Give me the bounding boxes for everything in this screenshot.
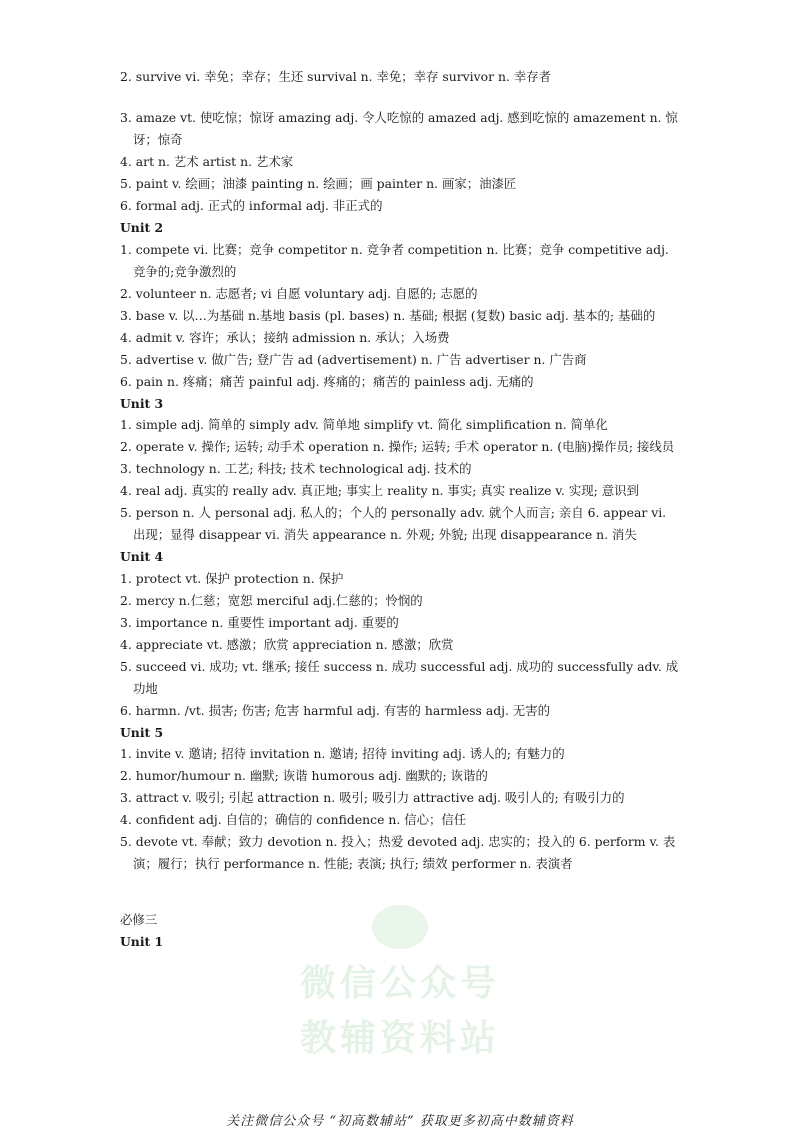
vocab-entry: 4. art n. 艺术 artist n. 艺术家 <box>120 154 294 169</box>
vocab-entry: 1. protect vt. 保护 protection n. 保护 <box>120 570 344 586</box>
vocab-entry: 2. operate v. 操作; 运转; 动手术 operation n. 操作; 运转; 手术 operator n. (电脑)操作员; 接线员 <box>120 439 675 454</box>
page-footer: 关注微信公众号 “初高数辅站” 获取更多初高中数辅资料 <box>226 1114 574 1129</box>
section-heading: 必修三 <box>120 912 158 927</box>
vocab-entry: 6. formal adj. 正式的 informal adj. 非正式的 <box>120 198 383 213</box>
vocab-entry: 3. amaze vt. 使吃惊；惊讶 amazing adj. 令人吃惊的 amazed adj. 感到吃惊的 amazement n. 惊讶；惊奇 <box>120 110 678 147</box>
vocab-entry: 5. advertise v. 做广告; 登广告 ad (advertisement) n. 广告 advertiser n. 广告商 <box>120 351 587 367</box>
unit-heading: Unit 3 <box>120 395 164 411</box>
vocab-entry: 1. invite v. 邀请; 招待 invitation n. 邀请; 招待 inviting adj. 诱人的; 有魅力的 <box>120 746 565 761</box>
vocab-entry: 1. compete vi. 比赛；竞争 competitor n. 竞争者 competition n. 比赛；竞争 competitive adj. 竞争的;竞争激烈的 <box>120 241 669 279</box>
vocab-entry: 3. importance n. 重要性 important adj. 重要的 <box>120 614 399 630</box>
vocab-entry: 4. appreciate vt. 感激；欣赏 appreciation n. 感激；欣赏 <box>120 636 454 652</box>
vocab-entry: 5. paint v. 绘画；油漆 painting n. 绘画；画 painter n. 画家；油漆匠 <box>120 176 517 191</box>
vocab-entry: 4. real adj. 真实的 really adv. 真正地; 事实上 reality n. 事实; 真实 realize v. 实现; 意识到 <box>120 483 639 498</box>
vocab-entry: 6. harmn. /vt. 损害; 伤害; 危害 harmful adj. 有害的 harmless adj. 无害的 <box>120 702 551 718</box>
vocab-entry: 3. base v. 以…为基础 n.基地 basis (pl. bases) n. 基础; 根据 (复数) basic adj. 基本的; 基础的 <box>120 307 656 323</box>
watermark-line-1: 微信公众号 <box>299 963 500 1004</box>
vocab-entry: 1. simple adj. 简单的 simply adv. 简单地 simplify vt. 简化 simplification n. 简单化 <box>120 417 608 432</box>
vocab-entry: 5. person n. 人 personal adj. 私人的；个人的 personally adv. 就个人而言; 亲自 6. appear vi. 出现；显得 disappear vi. 消失 appearance n. 外观; 外貌; 出现 disappearance n. 消失 <box>120 505 667 542</box>
vocab-entry: 2. volunteer n. 志愿者; vi 自愿 voluntary adj. 自愿的; 志愿的 <box>120 285 478 301</box>
watermark-line-2: 教辅资料站 <box>299 1018 500 1059</box>
vocab-entry: 2. humor/humour n. 幽默; 诙谐 humorous adj. 幽默的; 诙谐的 <box>120 768 488 783</box>
vocab-entry: 4. confident adj. 自信的；确信的 confidence n. 信心；信任 <box>120 812 467 827</box>
unit-heading: Unit 1 <box>120 934 164 949</box>
vocab-entry: 3. technology n. 工艺; 科技; 技术 technological adj. 技术的 <box>120 461 472 476</box>
vocab-entry: 3. attract v. 吸引; 引起 attraction n. 吸引; 吸引力 attractive adj. 吸引人的; 有吸引力的 <box>120 790 625 805</box>
vocab-entry: 5. devote vt. 奉献；致力 devotion n. 投入；热爱 devoted adj. 忠实的；投入的 6. perform v. 表演；履行；执行 performance n. 性能; 表演; 执行; 绩效 performer n. 表演者 <box>120 834 676 871</box>
unit-heading: Unit 5 <box>120 724 164 740</box>
unit-heading: Unit 2 <box>120 220 164 235</box>
vocab-entry: 5. succeed vi. 成功; vt. 继承; 接任 success n. 成功 successful adj. 成功的 successfully adv. 成功地 <box>120 658 679 696</box>
vocab-entry: 6. pain n. 疼痛；痛苦 painful adj. 疼痛的；痛苦的 painless adj. 无痛的 <box>120 373 534 389</box>
vocab-entry: 2. mercy n.仁慈；宽恕 merciful adj.仁慈的；怜悯的 <box>120 592 423 608</box>
vocabulary-list <box>120 66 680 953</box>
vocab-entry: 2. survive vi. 幸免；幸存；生还 survival n. 幸免；幸存 survivor n. 幸存者 <box>120 69 551 84</box>
unit-heading: Unit 4 <box>120 549 164 564</box>
vocab-entry: 4. admit v. 容许；承认；接纳 admission n. 承认；入场费 <box>120 329 450 345</box>
